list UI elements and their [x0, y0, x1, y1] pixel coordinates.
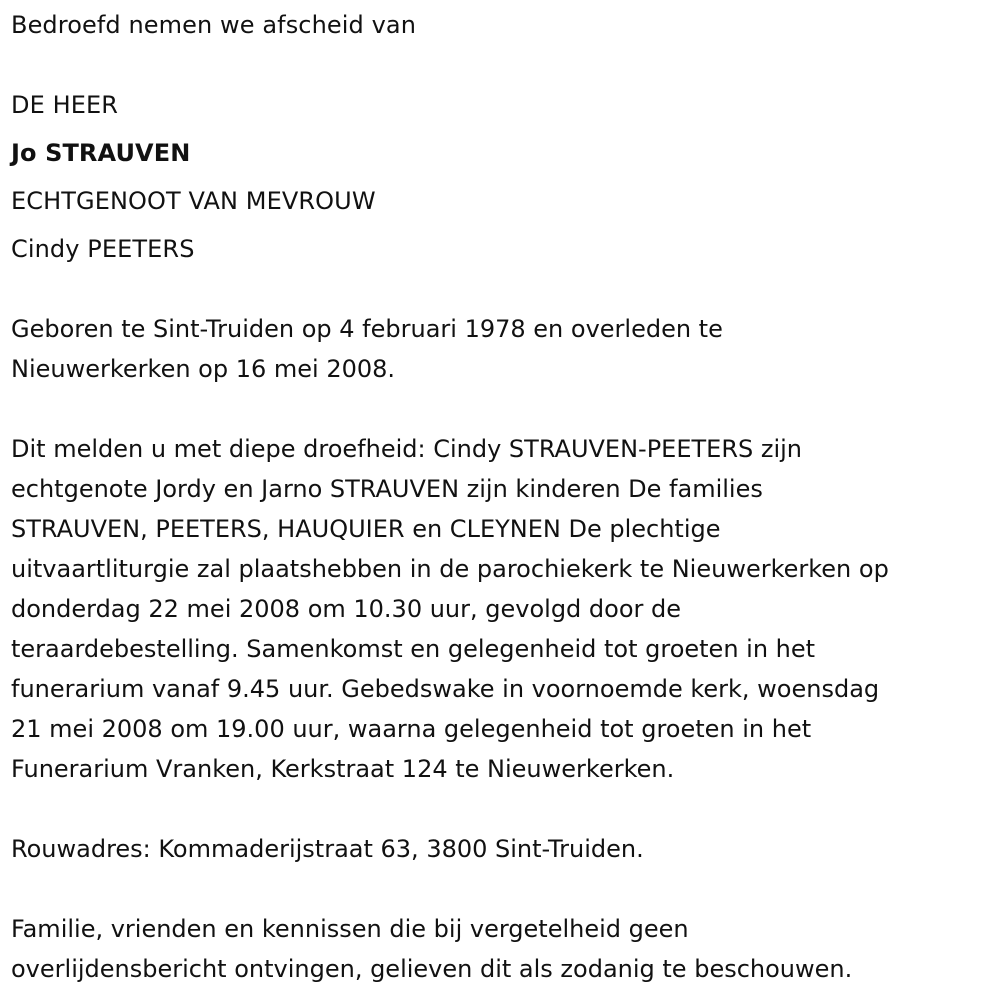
announcement-line: funerarium vanaf 9.45 uur. Gebedswake in voornoemde kerk, woensdag — [11, 675, 880, 703]
announcement-line: STRAUVEN, PEETERS, HAUQUIER en CLEYNEN De plechtige — [11, 515, 721, 543]
announcement-line: donderdag 22 mei 2008 om 10.30 uur, gevolgd door de — [11, 595, 682, 623]
birth-death-line: Geboren te Sint-Truiden op 4 februari 1978 en overleden te — [11, 315, 723, 343]
announcement-line: Funerarium Vranken, Kerkstraat 124 te Nieuwerkerken. — [11, 755, 675, 783]
announcement-line: 21 mei 2008 om 19.00 uur, waarna gelegenheid tot groeten in het — [11, 715, 812, 743]
spouse-name: Cindy PEETERS — [11, 235, 195, 263]
announcement-paragraph — [11, 429, 991, 789]
announcement-line: echtgenote Jordy en Jarno STRAUVEN zijn kinderen De families — [11, 475, 763, 503]
birth-death-line: Nieuwerkerken op 16 mei 2008. — [11, 355, 396, 383]
announcement-line: Dit melden u met diepe droefheid: Cindy STRAUVEN-PEETERS zijn — [11, 435, 803, 463]
address-paragraph — [11, 829, 991, 869]
deceased-name: Jo STRAUVEN — [11, 139, 191, 167]
announcement-line: uitvaartliturgie zal plaatshebben in de parochiekerk te Nieuwerkerken op — [11, 555, 889, 583]
birth-death-paragraph — [11, 309, 991, 389]
closing-line: Familie, vrienden en kennissen die bij vergetelheid geen — [11, 915, 689, 943]
closing-paragraph — [11, 909, 991, 989]
spouse-label: ECHTGENOOT VAN MEVROUW — [11, 187, 376, 215]
intro-text: Bedroefd nemen we afscheid van — [11, 11, 417, 39]
address-line: Rouwadres: Kommaderijstraat 63, 3800 Sint-Truiden. — [11, 835, 644, 863]
title-text: DE HEER — [11, 91, 119, 119]
closing-line: overlijdensbericht ontvingen, gelieven dit als zodanig te beschouwen. — [11, 955, 853, 983]
announcement-line: teraardebestelling. Samenkomst en gelegenheid tot groeten in het — [11, 635, 816, 663]
